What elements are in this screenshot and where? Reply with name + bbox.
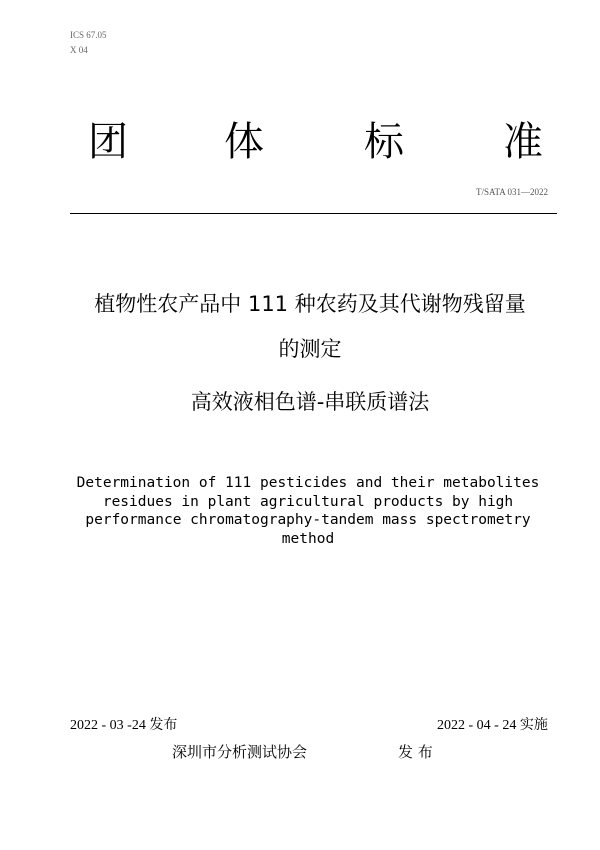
- document-code: T/SATA 031—2022: [475, 187, 548, 197]
- chinese-subtitle: 高效液相色谱-串联质谱法: [190, 390, 430, 414]
- chinese-title-line: 的测定: [278, 337, 342, 361]
- ics-code: ICS 67.05: [70, 30, 107, 40]
- header-divider: [70, 213, 557, 214]
- standard-type-char: 标: [364, 119, 404, 165]
- standard-type-char: 准: [503, 119, 543, 165]
- chinese-title-line: 植物性农产品中 111 种农药及其代谢物残留量: [94, 292, 526, 316]
- english-title-line: performance chromatography-tandem mass spectrometry: [85, 512, 531, 528]
- english-title-line: residues in plant agricultural products by high: [102, 493, 514, 510]
- publisher-action: 发 布: [398, 743, 433, 761]
- standard-type-title: [0, 112, 600, 172]
- publisher-name: 深圳市分析测试协会: [172, 743, 308, 761]
- implementation-date: 2022 - 04 - 24 实施: [437, 718, 548, 733]
- classification-code: X 04: [70, 45, 88, 55]
- english-title-line: Determination of 111 pesticides and their metabolites: [76, 475, 540, 491]
- standard-type-char: 体: [224, 119, 264, 165]
- english-title-line: method: [281, 530, 335, 547]
- english-title: [50, 474, 566, 548]
- standard-type-char: 团: [88, 119, 128, 165]
- publish-date: 2022 - 03 -24 发布: [70, 718, 178, 733]
